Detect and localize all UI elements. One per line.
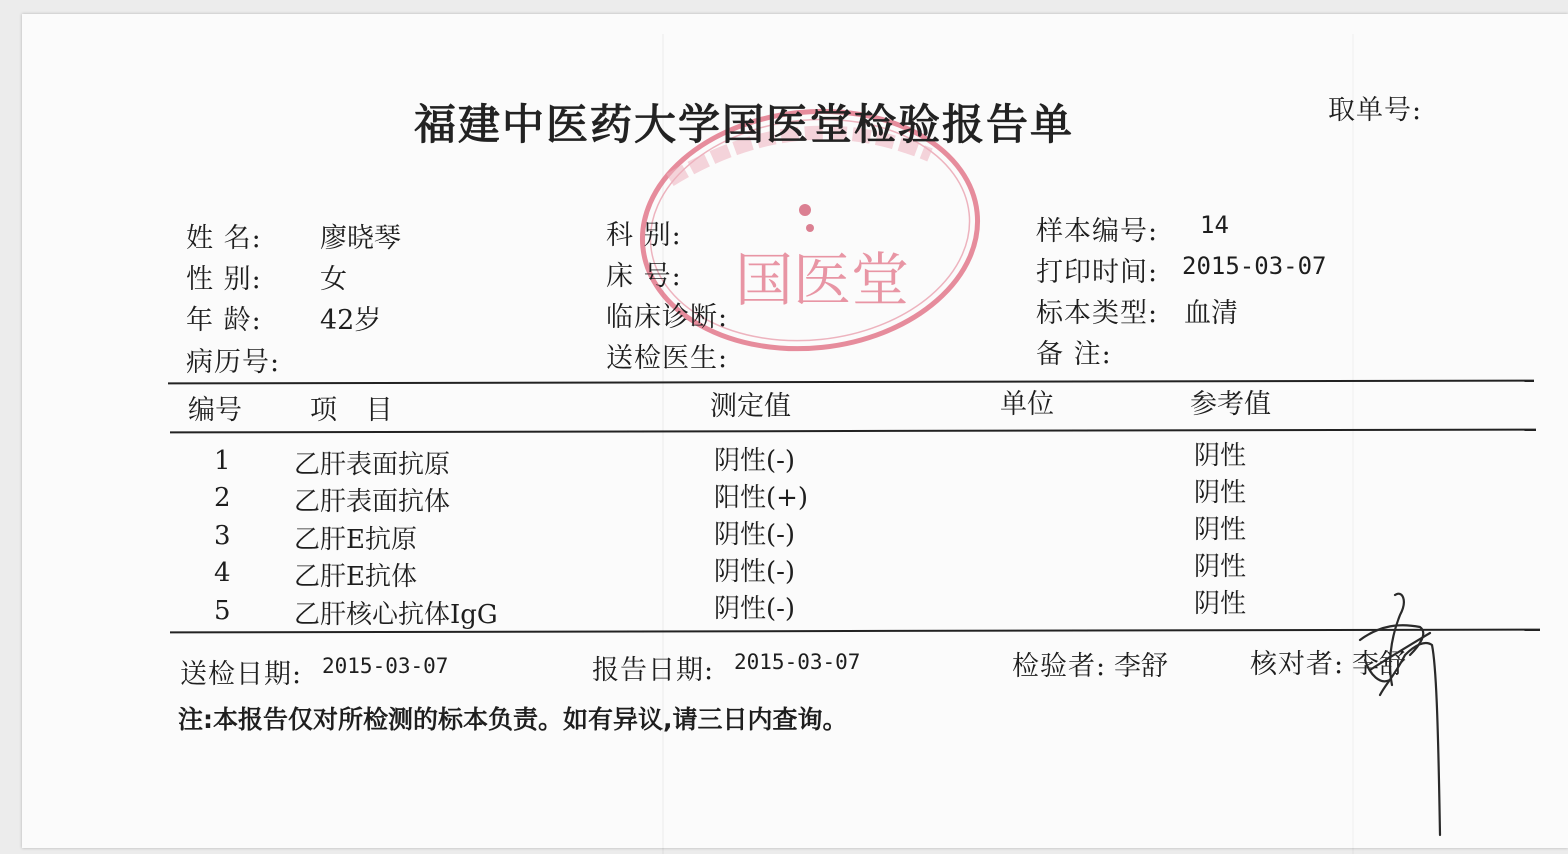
row-item: 乙肝核心抗体IgG — [294, 600, 498, 630]
row-item: 乙肝表面抗原 — [294, 450, 451, 480]
clinical-diagnosis-label: 临床诊断: — [606, 302, 729, 333]
column-header-value: 测定值 — [710, 391, 791, 422]
row-reference: 阴性 — [1194, 589, 1247, 619]
name-label: 姓 名: — [186, 223, 262, 254]
seal-stamp-text: 国医堂 — [735, 246, 910, 314]
checker-label: 核对者: — [1250, 649, 1345, 680]
name-value: 廖晓琴 — [320, 223, 401, 254]
row-number: 1 — [214, 446, 231, 476]
referring-doctor-label: 送检医生: — [606, 343, 729, 374]
row-value: 阴性(-) — [714, 594, 796, 624]
row-value: 阳性(+) — [714, 483, 809, 513]
row-reference: 阴性 — [1194, 478, 1247, 508]
row-value: 阴性(-) — [714, 557, 796, 587]
column-header-unit: 单位 — [1000, 389, 1054, 420]
row-value: 阴性(-) — [714, 520, 796, 550]
row-number: 2 — [214, 483, 231, 513]
disclaimer-note: 注:本报告仅对所检测的标本负责。如有异议,请三日内查询。 — [178, 705, 848, 734]
row-item: 乙肝表面抗体 — [294, 487, 451, 517]
row-reference: 阴性 — [1194, 515, 1247, 545]
sex-value: 女 — [320, 264, 347, 295]
row-reference: 阴性 — [1194, 552, 1247, 582]
row-item: 乙肝E抗体 — [294, 562, 417, 592]
report-title: 福建中医药大学国医堂检验报告单 — [414, 100, 1075, 149]
department-label: 科 别: — [606, 220, 682, 251]
sample-number-label: 样本编号: — [1036, 216, 1159, 247]
paper-crease — [1352, 34, 1354, 854]
row-value: 阴性(-) — [714, 446, 796, 476]
sample-number-value: 14 — [1200, 211, 1229, 239]
row-reference: 阴性 — [1194, 441, 1247, 471]
report-date-value: 2015-03-07 — [734, 650, 861, 674]
column-header-number: 编号 — [188, 395, 242, 426]
pickup-number-label: 取单号: — [1328, 95, 1423, 126]
row-number: 3 — [214, 521, 231, 551]
row-number: 5 — [214, 596, 231, 626]
column-header-reference: 参考值 — [1190, 389, 1271, 420]
submit-date-label: 送检日期: — [180, 659, 303, 690]
age-value: 42岁 — [320, 305, 382, 336]
row-number: 4 — [214, 558, 231, 588]
column-header-item: 项 目 — [310, 395, 403, 426]
age-label: 年 龄: — [186, 305, 262, 336]
remark-label: 备 注: — [1036, 339, 1112, 370]
checker-value: 李舒 — [1352, 649, 1406, 680]
inspector-label: 检验者: — [1012, 651, 1107, 682]
bed-number-label: 床 号: — [606, 261, 682, 292]
record-number-label: 病历号: — [186, 347, 281, 378]
row-item: 乙肝E抗原 — [294, 525, 417, 555]
inspector-value: 李舒 — [1114, 651, 1168, 682]
report-date-label: 报告日期: — [592, 655, 715, 686]
print-time-value: 2015-03-07 — [1182, 252, 1327, 280]
submit-date-value: 2015-03-07 — [322, 654, 449, 678]
specimen-type-label: 标本类型: — [1036, 298, 1159, 329]
print-time-label: 打印时间: — [1036, 257, 1159, 288]
sex-label: 性 别: — [186, 264, 262, 295]
specimen-type-value: 血清 — [1184, 298, 1238, 329]
